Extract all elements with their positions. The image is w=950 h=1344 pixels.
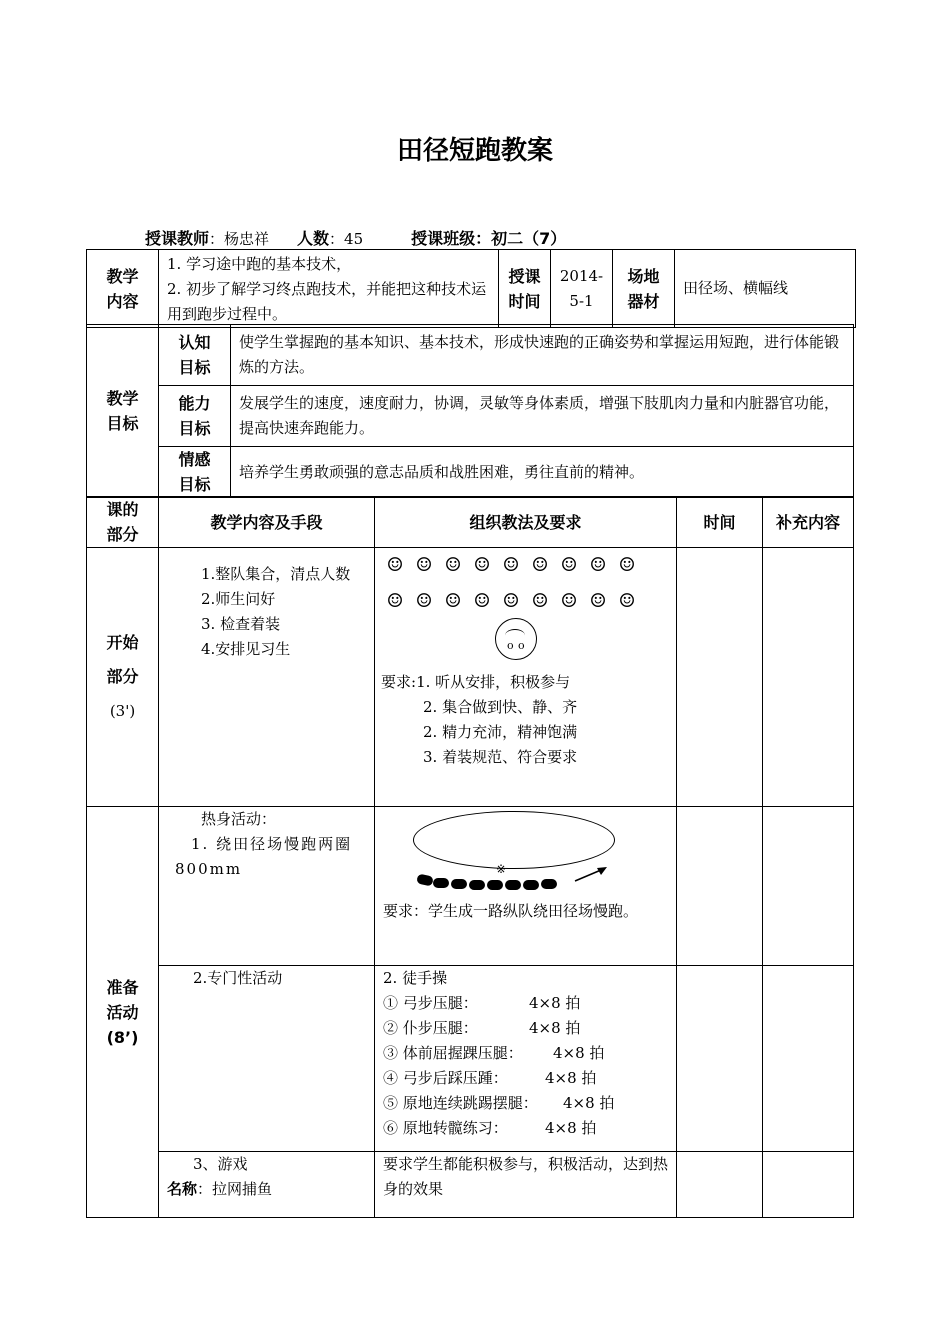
student-face-icon: ☺ (589, 554, 607, 576)
lesson-date: 2014- 5-1 (551, 250, 613, 328)
start-method (375, 548, 677, 807)
warmup-content (159, 807, 375, 966)
goals-table (86, 324, 854, 498)
warmup-item: 1. 绕田径场慢跑两圈800mm (175, 835, 353, 878)
header-part: 课的 部分 (87, 497, 159, 548)
special-title: 2.专门性活动 (193, 969, 283, 987)
runner-icon (523, 880, 539, 890)
content-label: 教学 内容 (87, 250, 159, 328)
page-title: 田径短跑教案 (396, 136, 553, 166)
drill-time (677, 966, 763, 1152)
start-item: 1.整队集合，清点人数 (201, 565, 351, 583)
drill-method (375, 966, 677, 1152)
warmup-title: 热身活动： (201, 810, 277, 828)
student-face-icon: ☺ (560, 554, 578, 576)
runner-icon (505, 880, 521, 890)
start-extra (763, 548, 854, 807)
runner-icon (541, 879, 557, 889)
teacher-face-icon: o o (495, 618, 537, 660)
drill-item: ④ 弓步后踩压踵： 4×8 拍 (383, 1069, 597, 1087)
teacher-mark-icon: ※ (496, 862, 507, 876)
venue-label: 场地 器材 (613, 250, 675, 328)
start-item: 4.安排见习生 (201, 640, 291, 658)
game-extra (763, 1152, 854, 1218)
ability-goal-label: 能力 目标 (159, 386, 231, 447)
game-name: 名称：拉网捕鱼 (167, 1180, 273, 1198)
student-face-icon: ☺ (473, 590, 491, 612)
drill-item: ② 仆步压腿： 4×8 拍 (383, 1019, 581, 1037)
student-face-icon: ☺ (560, 590, 578, 612)
game-time (677, 1152, 763, 1218)
drill-item: ⑤ 原地连续跳踢摆腿： 4×8 拍 (383, 1094, 615, 1112)
venue-text: 田径场、横幅线 (675, 250, 856, 328)
student-face-icon: ☺ (589, 590, 607, 612)
teacher-label: 授课教师 (145, 229, 210, 248)
student-face-icon: ☺ (531, 590, 549, 612)
runner-icon (433, 878, 449, 888)
ability-goal-text: 发展学生的速度，速度耐力，协调，灵敏等身体素质，增强下肢肌肉力量和内脏器官功能，提高快速奔跑能力。 (231, 386, 854, 447)
runner-icon (487, 880, 503, 890)
student-face-icon: ☺ (444, 590, 462, 612)
prep-part-label: 准备 活动 (8’) (87, 807, 159, 1218)
start-item: 3. 检查着装 (201, 615, 281, 633)
cognitive-goal-label: 认知 目标 (159, 325, 231, 386)
drill-item: ① 弓步压腿： 4×8 拍 (383, 994, 581, 1012)
lesson-plan-table (86, 496, 854, 1218)
cognitive-goal-text: 使学生掌握跑的基本知识、基本技术，形成快速跑的正确姿势和掌握运用短跑，进行体能锻炼的方法。 (231, 325, 854, 386)
drill-title: 2. 徒手操 (383, 969, 448, 987)
special-content (159, 966, 375, 1152)
emotion-goal-text: 培养学生勇敢顽强的意志品质和战胜困难，勇往直前的精神。 (231, 447, 854, 498)
warmup-extra (763, 807, 854, 966)
student-face-icon: ☺ (502, 590, 520, 612)
student-face-icon: ☺ (415, 554, 433, 576)
warmup-requirement: 要求：学生成一路纵队绕田径场慢跑。 (383, 902, 639, 920)
game-content (159, 1152, 375, 1218)
warmup-time (677, 807, 763, 966)
student-count-label: 人数 (297, 229, 330, 248)
start-requirements (381, 670, 670, 695)
student-face-icon: ☺ (386, 554, 404, 576)
student-face-icon: ☺ (531, 554, 549, 576)
start-item: 2.师生问好 (201, 590, 276, 608)
track-oval (413, 811, 615, 869)
student-face-icon: ☺ (618, 554, 636, 576)
game-title: 3、游戏 (193, 1155, 248, 1173)
track-diagram (383, 807, 663, 899)
drill-item: ③ 体前屈握踝压腿： 4×8 拍 (383, 1044, 605, 1062)
student-face-icon: ☺ (415, 590, 433, 612)
direction-arrow-icon (573, 865, 609, 885)
game-requirement: 要求学生都能积极参与，积极活动，达到热身的效果 (375, 1152, 677, 1218)
student-row (385, 590, 670, 612)
header-extra: 补充内容 (763, 497, 854, 548)
emotion-goal-label: 情感 目标 (159, 447, 231, 498)
class-label: 授课班级：初二（7） (411, 229, 567, 248)
student-face-icon: ☺ (502, 554, 520, 576)
student-count: ：45 (329, 230, 364, 248)
req-item: 2. 精力充沛，精神饱满 (423, 723, 578, 741)
drill-extra (763, 966, 854, 1152)
start-content (159, 548, 375, 807)
time-label: 授课 时间 (499, 250, 551, 328)
teacher-name: ：杨忠祥 (209, 230, 270, 248)
lesson-content-table (86, 249, 856, 328)
start-part-label: 开始 部分 (3') (87, 548, 159, 807)
warmup-method (375, 807, 677, 966)
content-text: 1. 学习途中跑的基本技术， 2. 初步了解学习终点跑技术，并能把这种技术运用到跑步过程中。 (159, 250, 499, 328)
drill-item: ⑥ 原地转髋练习： 4×8 拍 (383, 1119, 597, 1137)
student-face-icon: ☺ (473, 554, 491, 576)
req-prefix: 要求: (381, 673, 417, 691)
start-time (677, 548, 763, 807)
req-item: 2. 集合做到快、静、齐 (423, 698, 578, 716)
req-item: 3. 着装规范、符合要求 (423, 748, 578, 766)
header-content: 教学内容及手段 (159, 497, 375, 548)
student-face-icon: ☺ (618, 590, 636, 612)
runner-icon (451, 879, 467, 889)
header-time: 时间 (677, 497, 763, 548)
goals-label: 教学 目标 (87, 325, 159, 498)
runner-icon (416, 873, 434, 886)
student-face-icon: ☺ (386, 590, 404, 612)
student-row (385, 554, 670, 576)
header-method: 组织教法及要求 (375, 497, 677, 548)
runner-icon (469, 880, 485, 890)
req-item: 1. 听从安排，积极参与 (416, 673, 571, 691)
lesson-info-line (145, 226, 566, 249)
student-face-icon: ☺ (444, 554, 462, 576)
